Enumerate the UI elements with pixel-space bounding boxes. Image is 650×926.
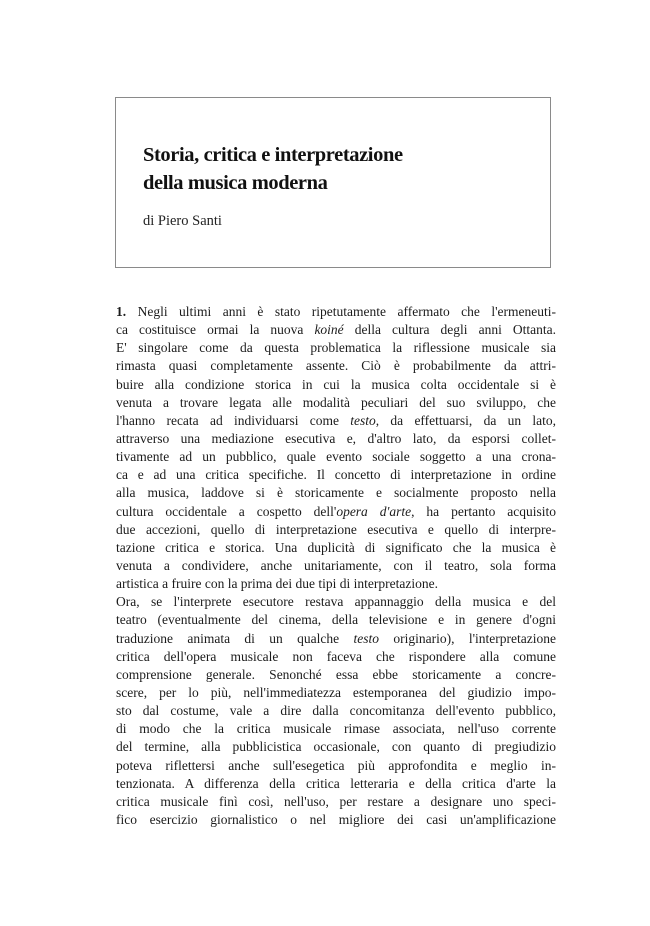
text-line: Ora, se l'interprete esecutore restava appannaggio della musica e del <box>116 594 556 610</box>
text-line: tenzionata. A differenza della critica letteraria e della critica d'arte la <box>116 775 556 791</box>
text-line: due accezioni, quello di interpretazione esecutiva e quello di interpre- <box>116 521 556 537</box>
text-line: 1. Negli ultimi anni è stato ripetutamente affermato che l'ermeneuti- <box>116 304 556 319</box>
chapter-title <box>143 141 403 197</box>
text-line: del termine, alla pubblicistica occasionale, con quanto di pregiudizio <box>116 739 556 755</box>
text-line: tivamente ad un pubblico, quale evento sociale soggetto a una crona- <box>116 449 556 465</box>
text-line: rimasta quasi completamente assente. Ciò è probabilmente da attri- <box>116 358 556 374</box>
text-line: sto dal costume, vale a dire dalla concomitanza dell'evento pubblico, <box>116 703 556 719</box>
text-line: teatro (eventualmente del cinema, della televisione e in genere d'ogni <box>116 612 556 628</box>
text-line: poteva riflettersi anche sull'esegetica più approfondita e meglio in- <box>116 757 556 773</box>
text-line: critica musicale finì così, nell'uso, per restare a designare uno speci- <box>116 793 556 809</box>
text-line: fico esercizio giornalistico o nel migliore dei casi un'amplificazione <box>116 811 556 827</box>
text-line: di modo che la critica musicale rimase associata, nell'uso corrente <box>116 721 556 737</box>
italic-term: testo <box>353 630 380 646</box>
text-line: venuta a trovare legata alle modalità peculiari del suo sviluppo, che <box>116 394 556 410</box>
text-line: ca e ad una critica specifiche. Il concetto di interpretazione in ordine <box>116 467 556 483</box>
text-line: scere, per lo più, nell'immediatezza estemporanea del giudizio impo- <box>116 684 556 700</box>
text-line: buire alla condizione storica in cui la musica colta occidentale si è <box>116 376 556 392</box>
italic-term: opera d'arte <box>336 503 412 519</box>
text-line: attraverso una mediazione esecutiva e, d'altro lato, da esporsi collet- <box>116 430 556 446</box>
text-line: comprensione generale. Senonché essa ebbe storicamente a concre- <box>116 666 556 682</box>
text-line: critica dell'opera musicale non faceva che rispondere alla comune <box>116 648 556 664</box>
text-line: venuta a condividere, anche unitariamente, con il teatro, sola forma <box>116 557 556 573</box>
italic-term: testo <box>350 412 376 428</box>
text-line: E' singolare come da questa problematica la riflessione musicale sia <box>116 340 556 356</box>
text-line: tazione critica e storica. Una duplicità di significato che la musica è <box>116 539 556 555</box>
text-line: alla musica, laddove si è storicamente e socialmente proposto nella <box>116 485 556 501</box>
text-line: ca costituisce ormai la nuova koiné della cultura degli anni Ottanta. <box>116 322 556 338</box>
text-line: l'hanno recata ad individuarsi come testo, da effettuarsi, da un lato, <box>116 412 556 428</box>
text-line: artistica a fruire con la prima dei due tipi di interpretazione. <box>116 576 438 592</box>
section-number: 1. <box>116 304 127 319</box>
author-byline: di Piero Santi <box>143 213 222 229</box>
title-box <box>115 97 551 268</box>
italic-term: koiné <box>314 322 344 338</box>
chapter-title-line-1: Storia, critica e interpretazione <box>143 144 403 166</box>
body-text <box>116 303 556 829</box>
text-line: traduzione animata di un qualche testo originario), l'interpretazione <box>116 630 556 646</box>
text-line: cultura occidentale a cospetto dell'opera d'arte, ha pertanto acquisito <box>116 503 556 519</box>
chapter-title-line-2: della musica moderna <box>143 172 328 194</box>
